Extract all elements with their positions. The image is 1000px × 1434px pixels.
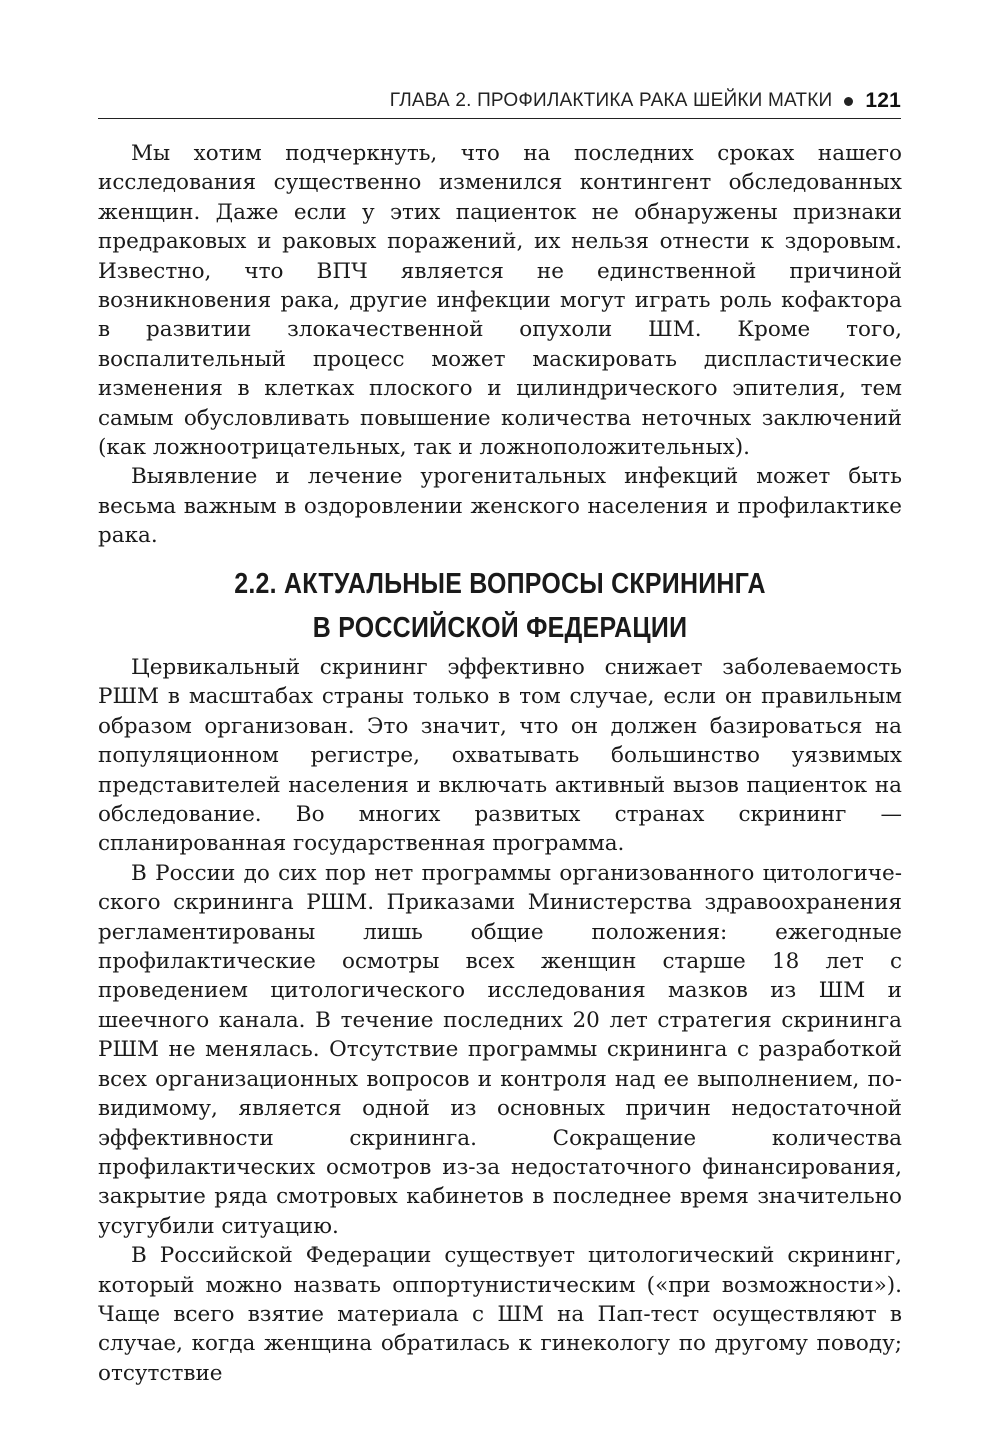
body-text-after-section xyxy=(98,653,902,1388)
paragraph: Цервикальный скрининг эффективно снижает заболеваемость РШМ в масштабах страны только в том случае, если он правильным образом организован. Это значит, что он должен базироваться на популяционном регистре, охватывать большинство уязвимых представителей населения и включать активный вызов пациенток на обследование. Во многих развитых странах скрининг — спланированная государственная программа. xyxy=(98,655,902,857)
paragraph: В Российской Федерации существует цитологический скрининг, который можно назвать оппортунистическим («при возможности»). Чаще всего взятие материала с ШМ на Пап-тест осуществляют в случае, когда женщина обратилась к гинекологу по другому поводу; отсутствие xyxy=(98,1243,902,1386)
section-heading-line: В РОССИЙСКОЙ ФЕДЕРАЦИИ xyxy=(312,612,688,645)
running-head-chapter: ГЛАВА 2. ПРОФИЛАКТИКА РАКА ШЕЙКИ МАТКИ xyxy=(389,90,833,111)
page-number: 121 xyxy=(865,89,901,112)
paragraph: Выявление и лечение урогенитальных инфекций может быть весьма важным в оздоровлении женского населения и профилактике рака. xyxy=(98,464,902,549)
section-heading-line: 2.2. АКТУАЛЬНЫЕ ВОПРОСЫ СКРИНИНГА xyxy=(234,568,766,601)
paragraph: Мы хотим подчеркнуть, что на последних сроках нашего исследования существенно изменился контингент обследованных женщин. Даже если у этих пациенток не обнаружены признаки предраковых и раковых поражений, их нельзя отнести к здоровым. Известно, что ВПЧ является не единственной причиной возникновения рака, другие инфекции могут играть роль кофактора в развитии злокачественной опухоли ШМ. Кроме того, воспалительный процесс может маскировать диспластические изменения в клетках плоского и цилиндрического эпителия, тем самым обусловливать повышение количества неточных заключений (как ложноотрицательных, так и ложноположительных). xyxy=(98,141,902,461)
body-text-before-section xyxy=(98,139,902,551)
section-heading xyxy=(154,562,845,650)
running-head xyxy=(98,84,901,119)
paragraph: В России до сих пор нет программы организованного цитологического скрининга РШМ. Приказами Министерства здравоохранения регламентированы лишь общие положения: ежегодные профилактические осмотры всех женщин старше 18 лет с проведением цитологического исследования мазков из ШМ и шеечного канала. В течение последних 20 лет стратегия скрининга РШМ не менялась. Отсутствие программы скрининга с разработкой всех организационных вопросов и контроля над ее выполнением, по-видимому, является одной из основных причин недостаточной эффективности скрининга. Сокращение количества профилактических осмотров из-за недостаточного финансирования, закрытие ряда смотровых кабинетов в последнее время значительно усугубили ситуацию. xyxy=(98,860,902,1239)
bullet-icon xyxy=(844,97,853,106)
